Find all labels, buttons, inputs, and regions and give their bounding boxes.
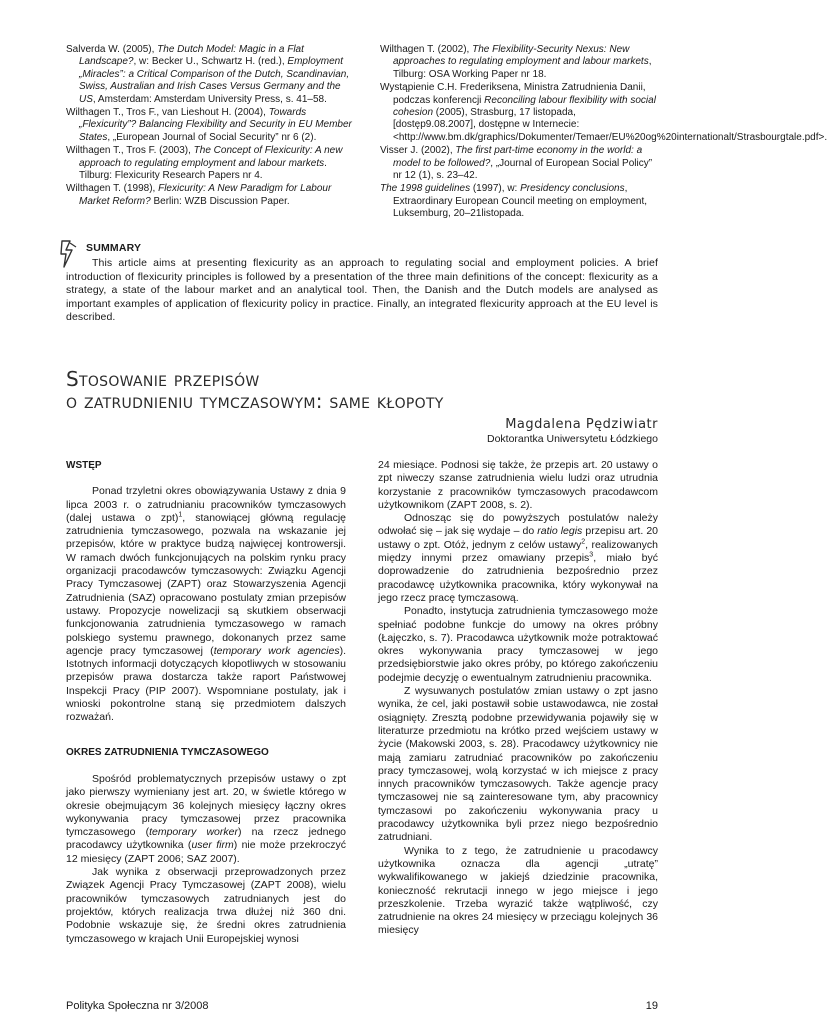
references-right	[380, 44, 827, 222]
paragraph: Ponad trzyletni okres obowiązywania Ustawy z dnia 9 lipca 2003 r. o zatrudnianiu pracowników tymczasowych (dalej ustawa o zpt)$^1$, stanowiącej główną regulację zatrudnienia tymczasowego, pozwala na wskazanie jej przepisów, które w praktyce budzą najwięcej kontrowersji. W ramach dwóch funkcjonujących na polskim rynku pracy organizacji pracodawców tymczasowych: Związku Agencji Pracy Tymczasowej (ZAPT) oraz Stowarzyszenia Agencji Zatrudnienia (SAZ) opracowano postulaty zmian przepisów ustawy. Propozycje nowelizacji są skutkiem obserwacji funkcjonowania zatrudnienia tymczasowego w ramach polskiego systemu prawnego, dokonanych przez same agencje pracy tymczasowej (temporary work agencies). Istotnych informacji dotyczących kłopotliwych w stosowaniu przepisów prawa dostarcza także raport Państwowej Inspekcji Pracy (PIP 2007). Wspomniane postulaty, jak i wnioski pokontrolne staną się przedmiotem dalszych rozważań.	[66, 485, 346, 724]
paragraph: Wynika to z tego, że zatrudnienie u pracodawcy użytkownika oznacza dla agencji „utratę” wykwalifikowanego w jakiejś dziedzinie pracownika, konieczność rekrutacji innego w jego miejsce i jego przeszkolenie. Trzeba wyrazić także wątpliwość, czy zatrudnienie na okres 24 miesięcy w przeciągu kolejnych 36 miesięcy	[378, 844, 658, 937]
author-affiliation: Doktorantka Uniwersytetu Łódzkiego	[486, 433, 658, 445]
paragraph: Z wysuwanych postulatów zmian ustawy o zpt jasno wynika, że cel, jaki postawił sobie ustawodawca, nie został osiągnięty. Zresztą podobne przewidywania pojawiły się w literaturze przedmiotu na krótko przed wejściem ustawy w życie (Makowski 2003, s. 28). Pracodawcy użytkownicy nie mają zamiaru zatrudniać pracowników po zakończeniu pracy tymczasowej, wolą korzystać w ich miejsce z pracy innych pracowników tymczasowych. Także agencje pracy tymczasowej nie są zainteresowane tym, aby pracownicy tymczasowi po zakończeniu wykonywania pracy u pracodawcy użytkownika byli przez niego bezpośrednio zatrudniani.	[378, 685, 658, 844]
reference-item: Wilthagen T. (1998), Flexicurity: A New Paradigm for Labour Market Reform? Berlin: WZB Discussion Paper.	[66, 183, 332, 207]
section-heading-wstep: WSTĘP	[66, 460, 102, 471]
reference-item: Wilthagen T. (2002), The Flexibility-Security Nexus: New approaches to regulating employment and labour markets, Tilburg: OSA Working Paper nr 18.	[380, 44, 652, 80]
references-left	[66, 44, 356, 209]
reference-item: Visser J. (2002), The first part-time economy in the world: a model to be followed?, „Journal of European Social Policy” nr 12 (1), s. 23–42.	[380, 145, 653, 182]
section-heading-okres: OKRES ZATRUDNIENIA TYMCZASOWEGO	[66, 746, 269, 758]
paragraph: Ponadto, instytucja zatrudnienia tymczasowego może spełniać podobne funkcje do umowy na okres próbny (Łajęczko, s. 7). Pracodawca użytkownik może potraktować okres wykonywania pracy tymczasowej w jego przedsiębiorstwie jako okres próby, po którego zakończeniu podejmie decyzję o ewentualnym zatrudnieniu pracownika.	[378, 605, 658, 684]
reference-item: Salverda W. (2005), The Dutch Model: Magic in a Flat Landscape?, w: Becker U., Schwartz H. (red.), Employment „Miracles”: a Critical Comparison of the Dutch, Scandinavian, Swiss, Australian and Irish Cases Versus Germany and the US, Amsterdam: Amsterdam University Press, s. 41–58.	[66, 44, 350, 105]
reference-item: Wystąpienie C.H. Frederiksena, Ministra Zatrudnienia Danii, podczas konferencji Reconciling labour flexibility with social cohesion (2005), Strasburg, 17 listopada, [dostęp9.08.2007], dostępne w Internecie: <http://www.bm.dk/graphics/Dokumenter/Temaer/EU%20og%20internationalt/Strasbourgtale.pdf>.	[380, 82, 827, 143]
footnote-ref: 3	[589, 551, 594, 559]
reference-item: Wilthagen T., Tros F. (2003), The Concept of Flexicurity: A new approach to regulating employment and labour markets. Tilburg: Flexicurity Research Papers nr 4.	[66, 145, 343, 182]
article-title-line-1: Stosowanie przepisów	[66, 367, 260, 391]
article-title-line-2: o zatrudnieniu tymczasowym: same kłopoty	[66, 389, 444, 413]
summary-heading: SUMMARY	[86, 242, 142, 254]
paragraph: Jak wynika z obserwacji przeprowadzonych przez Związek Agencji Pracy Tymczasowej (ZAPT 2008), wielu pracowników tymczasowych zatrudnianych jest do projektów, których realizacja trwa dłużej niż 360 dni. Podobnie wskazuje się, że średni okres zatrudnienia tymczasowego w krajach Unii Europejskiej wynosi	[66, 866, 346, 945]
body-column-right	[378, 459, 658, 938]
summary-text: This article aims at presenting flexicurity as an approach to regulating social and employment policies. A brief introduction of flexicurity principles is followed by a presentation of the three main definitions of the concept: flexicurity as a strategy, a state of the labour market and an analytical tool. Then, the Danish and the Dutch models are analysed as important examples of application of flexicurity policy in practice. Finally, an integrated flexicurity approach at the EU level is described.	[66, 257, 658, 324]
footnote-ref: 1	[178, 511, 183, 519]
paragraph: Spośród problematycznych przepisów ustawy o zpt jako pierwszy wymieniany jest art. 20, w świetle którego w okresie obejmującym 36 kolejnych miesięcy łączny okres wykonywania pracy tymczasowej przez pracownika tymczasowego (temporary worker) na rzecz jednego pracodawcy użytkownika (user firm) nie może przekroczyć 12 miesięcy (ZAPT 2006; SAZ 2007).	[66, 772, 346, 865]
body-column-left	[66, 459, 346, 946]
page-number: 19	[645, 1000, 658, 1012]
footer-journal: Polityka Społeczna nr 3/2008	[66, 1000, 209, 1012]
paragraph: Odnosząc się do powyższych postulatów należy odwołać się – jak się wydaje – do ratio legis przepisu art. 20 ustawy o zpt. Otóż, jednym z celów ustawy$^2$, realizowanych między innymi przez omawiany przepis$^3$, miało być doprowadzenie do zatrudnienia bezpośrednio przez pracodawcę użytkownika pracownika, który wykonywał na jego rzecz pracę tymczasową.	[378, 512, 658, 604]
footnote-ref: 2	[581, 538, 586, 546]
article-title	[66, 368, 626, 412]
reference-item: The 1998 guidelines (1997), w: Presidency conclusions, Extraordinary European Council meeting on employment, Luksemburg, 20–21listopada.	[380, 183, 648, 220]
paragraph: 24 miesiące. Podnosi się także, że przepis art. 20 ustawy o zpt niweczy szanse zatrudnienia wielu ludzi oraz utrudnia korzystanie z pracowników tymczasowych pracodawcom użytkownikom (ZAPT 2008, s. 2).	[378, 459, 658, 511]
author-name: Magdalena Pędziwiatr	[505, 417, 658, 432]
reference-item: Wilthagen T., Tros F., van Lieshout H. (2004), Towards „Flexicurity”? Balancing Flexibility and Security in EU Member States, „European Journal of Social Security” nr 6 (2).	[66, 107, 352, 143]
